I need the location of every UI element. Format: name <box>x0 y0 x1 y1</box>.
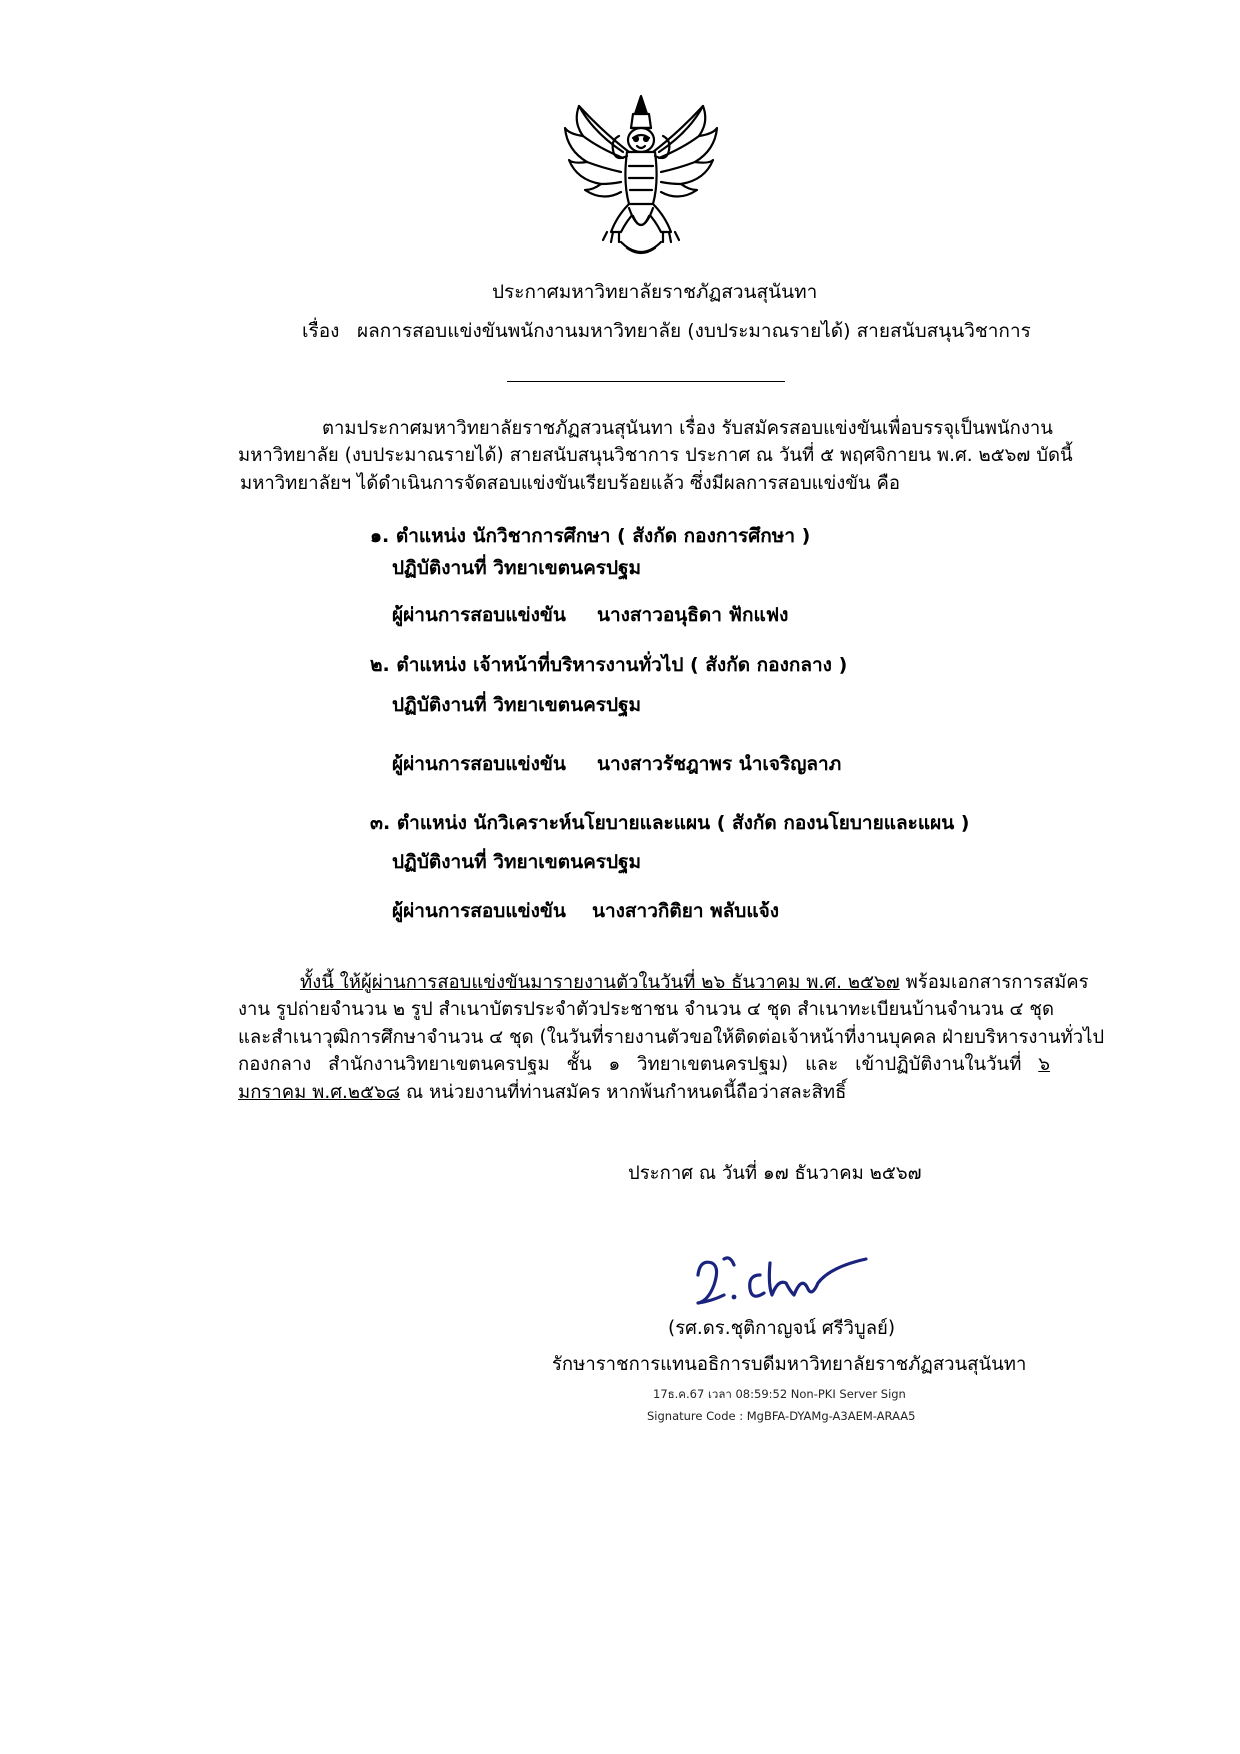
notice-line-4 <box>238 1052 1050 1078</box>
position-1-winner: นางสาวอนุธิดา ฟักแฟง <box>597 604 789 626</box>
position-1-workplace: ปฏิบัติงานที่ วิทยาเขตนครปฐม <box>392 557 642 579</box>
notice-line-5 <box>238 1080 846 1106</box>
report-date-underlined: ทั้งนี้ ให้ผู้ผ่านการสอบแข่งขันมารายงานตัวในวันที่ ๒๖ ธันวาคม พ.ศ. ๒๕๖๗ <box>300 972 900 993</box>
announcement-date: ประกาศ ณ วันที่ ๑๗ ธันวาคม ๒๕๖๗ <box>628 1163 922 1184</box>
notice-line-1-rest: พร้อมเอกสารการสมัคร <box>905 972 1089 993</box>
signatory-position: รักษาราชการแทนอธิการบดีมหาวิทยาลัยราชภัฏสวนสุนันทา <box>552 1354 1027 1375</box>
position-1-winner-label: ผู้ผ่านการสอบแข่งขัน <box>392 604 566 626</box>
start-day-underlined: ๖ <box>1038 1054 1050 1075</box>
handwritten-signature <box>690 1245 880 1315</box>
intro-line-2: มหาวิทยาลัย (งบประมาณรายได้) สายสนับสนุนวิชาการ ประกาศ ณ วันที่ ๕ พฤศจิกายน พ.ศ. ๒๕๖๗ บัดนี้ <box>238 445 1073 466</box>
document-title: ประกาศมหาวิทยาลัยราชภัฏสวนสุนันทา <box>492 281 818 303</box>
header-divider <box>507 381 785 382</box>
position-2-workplace: ปฏิบัติงานที่ วิทยาเขตนครปฐม <box>392 694 642 716</box>
subject-label: เรื่อง <box>302 320 340 342</box>
position-3-winner: นางสาวกิติยา พลับแจ้ง <box>592 900 780 922</box>
notice-line-5-rest: ณ หน่วยงานที่ท่านสมัคร หากพ้นกำหนดนี้ถือว่าสละสิทธิ์ <box>405 1082 847 1103</box>
start-date-underlined: มกราคม พ.ศ.๒๕๖๘ <box>238 1082 401 1103</box>
position-2-winner: นางสาวรัชฎาพร นำเจริญลาภ <box>597 753 842 775</box>
position-2-winner-label: ผู้ผ่านการสอบแข่งขัน <box>392 753 566 775</box>
intro-line-1: ตามประกาศมหาวิทยาลัยราชภัฏสวนสุนันทา เรื่อง รับสมัครสอบแข่งขันเพื่อบรรจุเป็นพนักงาน <box>322 418 1053 439</box>
signatory-name: (รศ.ดร.ชุติกาญจน์ ศรีวิบูลย์) <box>668 1318 896 1339</box>
intro-line-3: มหาวิทยาลัยฯ ได้ดำเนินการจัดสอบแข่งขันเรียบร้อยแล้ว ซึ่งมีผลการสอบแข่งขัน คือ <box>240 473 900 494</box>
notice-line-3: และสำเนาวุฒิการศึกษาจำนวน ๔ ชุด (ในวันที่รายงานตัวขอให้ติดต่อเจ้าหน้าที่งานบุคคล ฝ่ายบริหารงานทั่วไป <box>238 1027 1105 1048</box>
notice-line-2: งาน รูปถ่ายจำนวน ๒ รูป สำเนาบัตรประจำตัวประชาชน จำนวน ๔ ชุด สำเนาทะเบียนบ้านจำนวน ๔ ชุด <box>238 999 1054 1020</box>
garuda-emblem-icon <box>563 92 719 264</box>
document-subject: ผลการสอบแข่งขันพนักงานมหาวิทยาลัย (งบประมาณรายได้) สายสนับสนุนวิชาการ <box>357 320 1031 342</box>
position-2-title: ๒. ตำแหน่ง เจ้าหน้าที่บริหารงานทั่วไป ( สังกัด กองกลาง ) <box>370 654 848 676</box>
notice-line-4-text: กองกลาง สำนักงานวิทยาเขตนครปฐม ชั้น ๑ วิทยาเขตนครปฐม) และ เข้าปฏิบัติงานในวันที่ <box>238 1054 1022 1075</box>
position-3-winner-label: ผู้ผ่านการสอบแข่งขัน <box>392 900 566 922</box>
position-3-workplace: ปฏิบัติงานที่ วิทยาเขตนครปฐม <box>392 851 642 873</box>
digital-stamp-timestamp: 17ธ.ค.67 เวลา 08:59:52 Non-PKI Server Sign <box>653 1387 906 1401</box>
digital-stamp-code: Signature Code : MgBFA-DYAMg-A3AEM-ARAA5 <box>647 1409 916 1423</box>
notice-line-1 <box>300 970 1089 996</box>
position-1-title: ๑. ตำแหน่ง นักวิชาการศึกษา ( สังกัด กองการศึกษา ) <box>370 525 811 547</box>
position-3-title: ๓. ตำแหน่ง นักวิเคราะห์นโยบายและแผน ( สังกัด กองนโยบายและแผน ) <box>370 812 970 834</box>
